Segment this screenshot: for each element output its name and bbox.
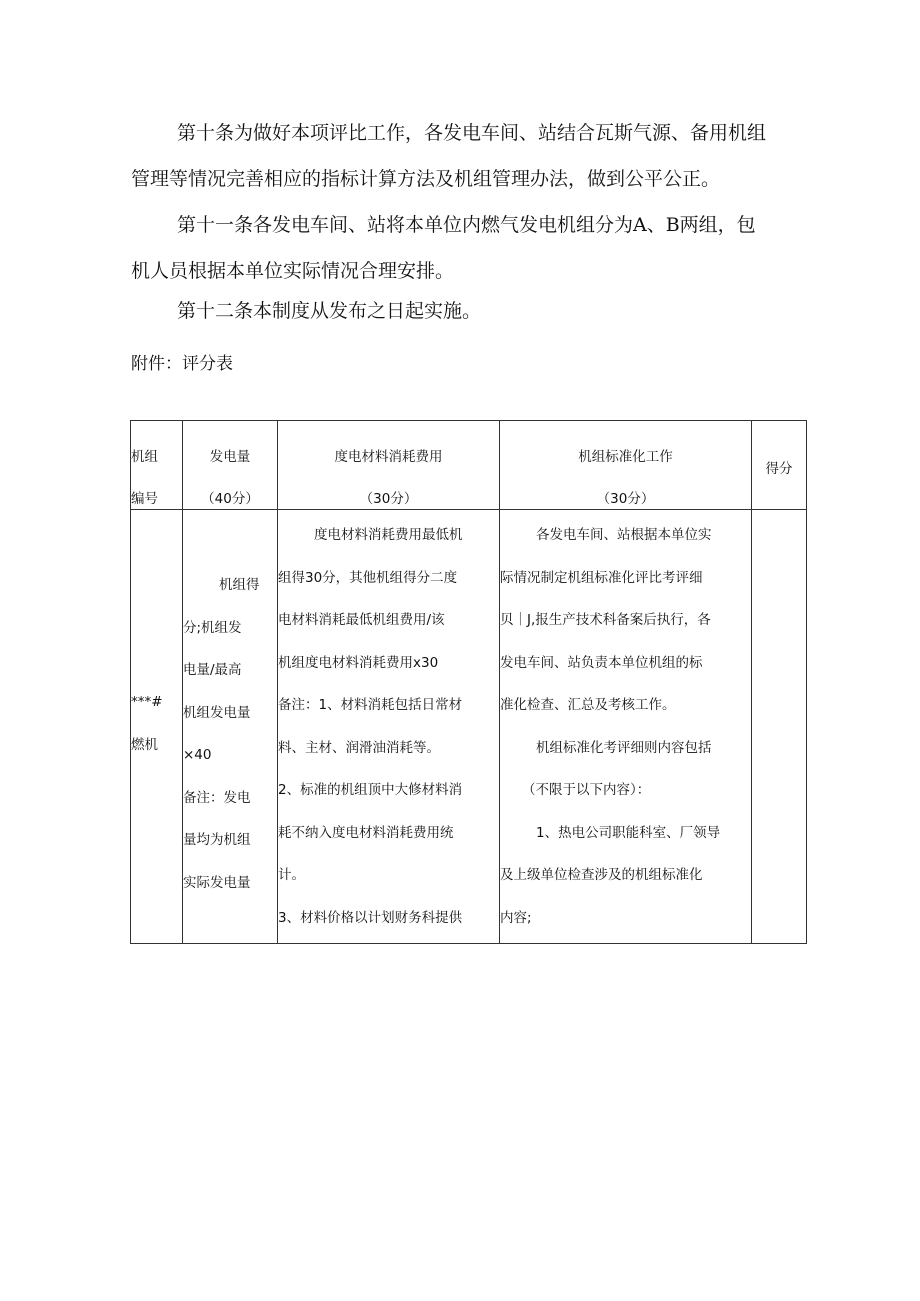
paragraph-line: 管理等情况完善相应的指标计算方法及机组管理办法，做到公平公正。 (131, 168, 721, 190)
paragraph-article-10 (131, 110, 807, 202)
score-table (130, 420, 807, 944)
attachment-label: 附件：评分表 (131, 354, 233, 374)
header-material-cost: 度电材料消耗费用 （30分） (278, 421, 500, 510)
header-generation: 发电量 （40分） (183, 421, 278, 510)
paragraph-line: 第十条为做好本项评比工作，各发电车间、站结合瓦斯气源、备用机组 (177, 122, 767, 144)
paragraph-line: 第十二条本制度从发布之日起实施。 (177, 300, 482, 322)
table-header-row (131, 421, 807, 510)
header-score: 得分 (752, 421, 807, 510)
paragraph-article-11 (131, 202, 807, 294)
paragraph-line: 第十一条各发电车间、站将本单位内燃气发电机组分为A、B两组，包 (177, 214, 756, 236)
header-unit-number: 机组 编号 (131, 421, 183, 510)
paragraph-article-12 (131, 288, 807, 334)
cell-generation: 机组得 分;机组发 电量/最高 机组发电量 ×40 备注：发电 量均为机组 实际发电量 (183, 510, 278, 944)
table-row (131, 510, 807, 944)
cell-standardization: 各发电车间、站根据本单位实 际情况制定机组标准化评比考评细 贝｜J,报生产技术科备案后执行，各 发电车间、站负责本单位机组的标 准化检查、汇总及考核工作。 机组标准化考评细则内容包括 （不限于以下内容）： 1、热电公司职能科室、厂领导 及上级单位检查涉及的机组标准化 内容; (500, 510, 752, 944)
cell-material-cost: 度电材料消耗费用最低机 组得30分，其他机组得分二度 电材料消耗最低机组费用/该 机组度电材料消耗费用x30 备注：1、材料消耗包括日常材 料、主材、润滑油消耗等。 2、标准的机组顶中大修材料消 耗不纳入度电材料消耗费用统 计。 3、材料价格以计划财务科提供 (278, 510, 500, 944)
cell-score (752, 510, 807, 944)
cell-unit-number: ***# 燃机 (131, 510, 183, 944)
paragraph-line: 机人员根据本单位实际情况合理安排。 (131, 260, 455, 282)
header-standardization: 机组标准化工作 （30分） (500, 421, 752, 510)
